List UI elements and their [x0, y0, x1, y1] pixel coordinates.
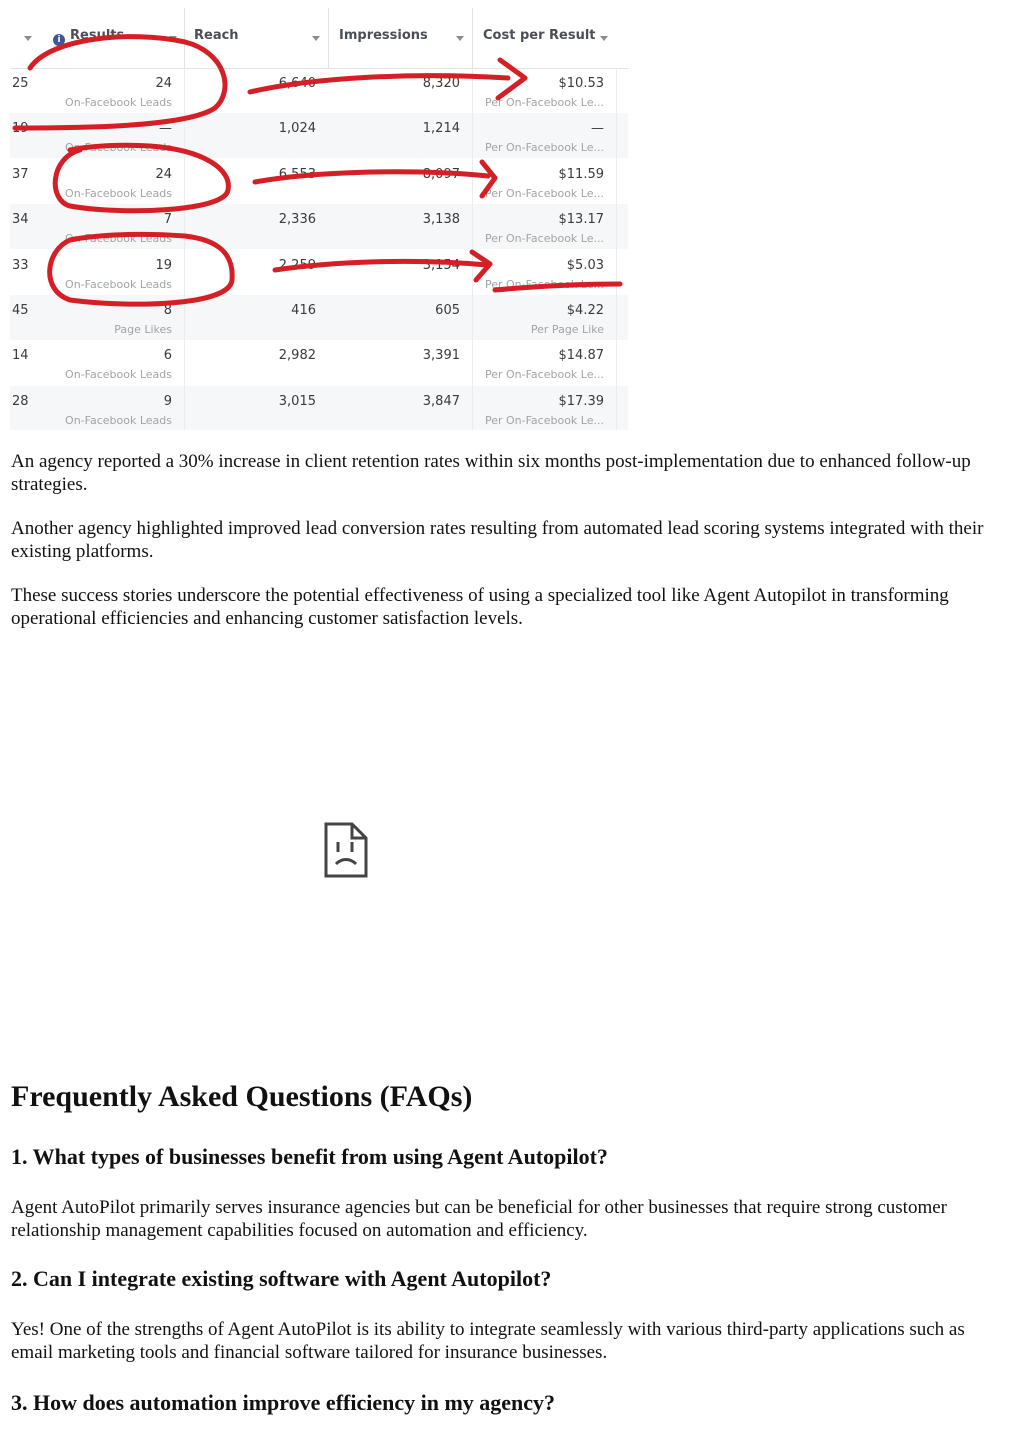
cost-per-result-value: $10.53 — [558, 76, 604, 91]
cost-per-result-type: Per On-Facebook Le... — [484, 186, 604, 200]
impressions-value: 3,154 — [422, 257, 460, 273]
cost-per-result-value: $14.87 — [558, 348, 604, 364]
impressions-value: 3,138 — [422, 212, 460, 228]
row-index: 37 — [12, 166, 29, 182]
faq-answer-2: Yes! One of the strengths of Agent AutoPilot is its ability to integrate seamlessly with various third-party applications such as email marketing tools and financial software tailored for insurance businesses. — [11, 1319, 965, 1363]
cost-per-result-type: Per On-Facebook Le... — [484, 96, 604, 109]
reach-value: 2,982 — [278, 348, 316, 364]
reach-value: 3,015 — [278, 393, 316, 409]
ads-results-screenshot — [10, 0, 628, 430]
results-value: 9 — [163, 393, 172, 409]
header-impressions: Impressions — [339, 28, 428, 43]
paragraph-lead-conversion: Another agency highlighted improved lead conversion rates resulting from automated lead scoring systems integrated with their existing platforms. — [11, 518, 984, 562]
cost-per-result-type: Per On-Facebook Le... — [484, 368, 604, 382]
header-results: Results — [70, 28, 125, 43]
cost-per-result-value: $11.59 — [558, 166, 604, 182]
results-type: On-Facebook Leads — [65, 368, 172, 382]
cost-per-result-type: Per On-Facebook Le... — [484, 141, 604, 155]
reach-value: 1,024 — [278, 121, 316, 137]
reach-value: 416 — [291, 303, 316, 318]
cost-per-result-value: — — [591, 121, 604, 137]
header-reach: Reach — [194, 28, 239, 43]
circle-mark — [55, 145, 228, 211]
cost-per-result-type: Per Page Like — [530, 323, 604, 336]
arrow-mark — [482, 162, 495, 196]
cost-per-result-value: $17.39 — [558, 393, 604, 409]
cost-per-result-value: $4.22 — [566, 303, 604, 318]
reach-value: 2,336 — [278, 212, 316, 228]
reach-value: 6,553 — [278, 166, 316, 182]
paragraph-retention: An agency reported a 30% increase in client retention rates within six months post-implementation due to enhanced follow-up strategies. — [11, 451, 971, 495]
row-index: 34 — [12, 212, 29, 228]
circle-mark — [15, 37, 225, 128]
faq-question-3: 3. How does automation improve efficiency in my agency? — [11, 1390, 556, 1415]
faq-question-2: 2. Can I integrate existing software with Agent Autopilot? — [11, 1266, 552, 1291]
row-index: 28 — [12, 393, 29, 409]
faq-title: Frequently Asked Questions (FAQs) — [11, 1080, 473, 1113]
impressions-value: 1,214 — [422, 121, 460, 137]
underline-mark — [495, 284, 620, 290]
results-type: On-Facebook Leads — [65, 232, 172, 246]
impressions-value: 605 — [435, 303, 460, 318]
arrow-mark — [255, 172, 488, 182]
row-index: 19 — [12, 121, 29, 137]
red-annotation-marks — [10, 0, 628, 430]
header-cost-per-result: Cost per Result — [483, 28, 596, 43]
cost-per-result-type: Per On-Facebook Le... — [484, 277, 604, 291]
row-index: 45 — [12, 303, 29, 318]
results-value: — — [159, 121, 172, 137]
cost-per-result-type: Per On-Facebook Le... — [484, 413, 604, 427]
impressions-value: 3,391 — [422, 348, 460, 364]
arrow-mark — [250, 76, 508, 92]
impressions-value: 8,097 — [422, 166, 460, 182]
row-index: 25 — [12, 76, 29, 91]
results-type: On-Facebook Leads — [65, 186, 172, 200]
results-type: On-Facebook Leads — [65, 96, 172, 109]
paragraph-success-stories: These success stories underscore the potential effectiveness of using a specialized tool like Agent Autopilot in transforming operational efficiencies and enhancing customer satisfaction levels. — [11, 585, 949, 629]
results-type: On-Facebook Leads — [65, 277, 172, 291]
results-value: 6 — [163, 348, 172, 364]
results-value: 8 — [163, 303, 172, 318]
faq-answer-1: Agent AutoPilot primarily serves insurance agencies but can be beneficial for other businesses that require strong customer relationship management capabilities focused on automation and efficiency. — [11, 1197, 948, 1241]
results-type: On-Facebook Leads — [65, 141, 172, 155]
cost-per-result-value: $5.03 — [566, 257, 604, 273]
results-type: On-Facebook Leads — [65, 413, 172, 427]
broken-image-icon — [324, 822, 368, 878]
row-index: 33 — [12, 257, 29, 273]
info-icon: i — [53, 34, 65, 46]
cost-per-result-value: $13.17 — [558, 212, 604, 228]
arrow-mark — [275, 261, 487, 270]
cost-per-result-type: Per On-Facebook Le... — [484, 232, 604, 246]
reach-value: 6,640 — [278, 76, 316, 91]
impressions-value: 8,320 — [422, 76, 460, 91]
faq-question-1: 1. What types of businesses benefit from using Agent Autopilot? — [11, 1144, 608, 1169]
impressions-value: 3,847 — [422, 393, 460, 409]
circle-mark — [50, 234, 232, 304]
row-index: 14 — [12, 348, 29, 364]
results-value: 24 — [155, 76, 172, 91]
reach-value: 2,259 — [278, 257, 316, 273]
results-type: Page Likes — [114, 323, 172, 336]
results-value: 19 — [155, 257, 172, 273]
results-value: 7 — [163, 212, 172, 228]
results-value: 24 — [155, 166, 172, 182]
